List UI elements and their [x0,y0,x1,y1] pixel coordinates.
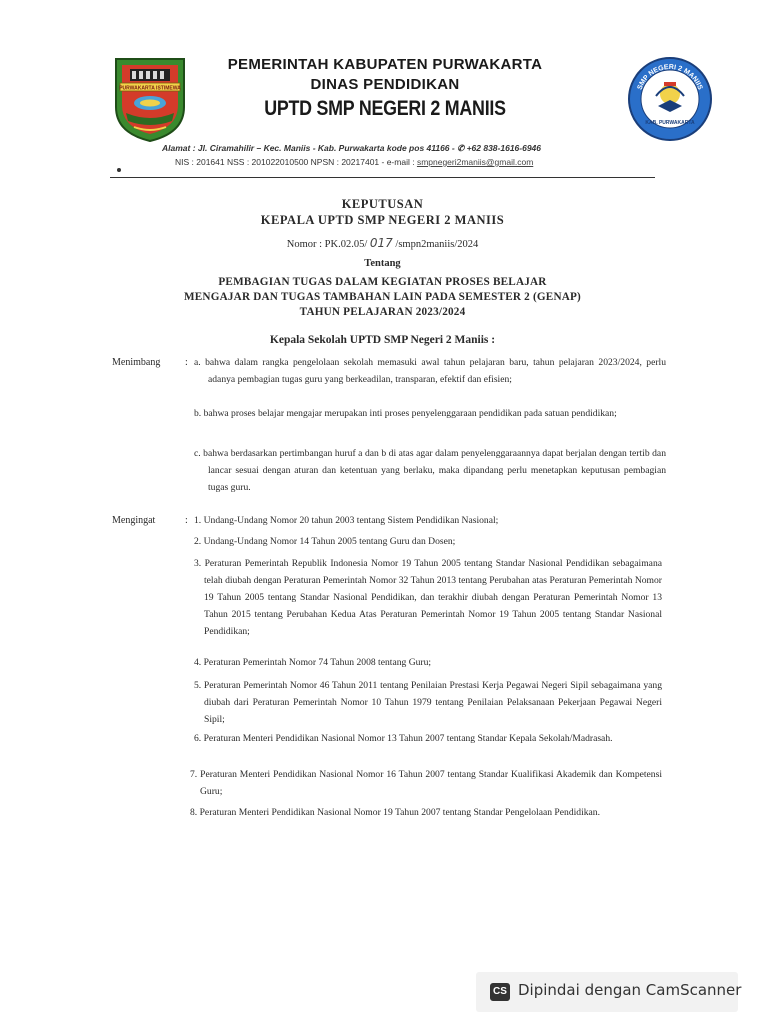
decree-subject-line2: MENGAJAR DAN TUGAS TAMBAHAN LAIN PADA SEMESTER 2 (GENAP) [184,291,581,303]
menimbang-colon: : [185,357,188,368]
decree-subject-line3: TAHUN PELAJARAN 2023/2024 [299,306,466,318]
mengingat-label: Mengingat [112,515,156,526]
mengingat-item-5: 5. Peraturan Pemerintah Nomor 46 Tahun 2011 tentang Penilaian Prestasi Kerja Pegawai Negeri Sipil sebagaimana yang diubah dari Peraturan Pemerintah Nomor 10 Tahun 1979 tentang Penilaian Pelaksanaan Pekerjaan Pegawai Negeri Sipil; [194,680,662,725]
decree-issuer: KEPALA UPTD SMP NEGERI 2 MANIIS [260,213,505,227]
mengingat-item-3: 3. Peraturan Pemerintah Republik Indonesia Nomor 19 Tahun 2005 tentang Standar Nasional Pendidikan sebagaimana telah diubah dengan Peraturan Pemerintah Nomor 32 Tahun 2013 tentang Perubahan atas Peraturan Pemerintah Nomor 19 Tahun 2005 tentang Standar Nasional Pendidikan, dan terakhir diubah dengan Peraturan Pemerintah Nomor 13 Tahun 2015 tentang Perubahan Kedua Atas Peraturan Pemerintah Nomor 19 Tahun 2005 tentang Standar Nasional Pendidikan; [194,558,662,637]
letterhead-school: UPTD SMP NEGERI 2 MANIIS [264,97,506,120]
menimbang-item-a: a. bahwa dalam rangka pengelolaan sekolah memasuki awal tahun pelajaran baru, tahun pelajaran 2023/2024, perlu adanya pembagian tugas guru yang berkeadilan, transparan, efektif dan efisien; [194,357,666,385]
school-emblem-logo [626,56,714,142]
mengingat-item-1: 1. Undang-Undang Nomor 20 tahun 2003 tentang Sistem Pendidikan Nasional; [194,515,499,526]
mengingat-item-2: 2. Undang-Undang Nomor 14 Tahun 2005 tentang Guru dan Dosen; [194,536,456,547]
crest-banner-text: PURWAKARTA ISTIMEWA [119,85,181,92]
letterhead-divider [110,177,655,178]
principal-heading: Kepala Sekolah UPTD SMP Negeri 2 Maniis : [269,334,496,346]
mengingat-item-4: 4. Peraturan Pemerintah Nomor 74 Tahun 2008 tentang Guru; [194,657,432,668]
menimbang-label: Menimbang [112,357,161,368]
letterhead-email-link[interactable]: smpnegeri2maniis@gmail.com [416,157,534,167]
camscanner-text: Dipindai dengan CamScanner [518,981,742,999]
menimbang-item-b: b. bahwa proses belajar mengajar merupakan inti proses penyelenggaraan pendidikan pada satuan pendidikan; [194,408,617,419]
decree-number-suffix: /smpn2maniis/2024 [392,239,479,250]
emblem-ring-text: SMP NEGERI 2 MANIIS [636,63,704,91]
decree-number-handwritten: 017 [369,236,393,250]
decree-subject-line1: PEMBAGIAN TUGAS DALAM KEGIATAN PROSES BELAJAR [218,276,547,288]
letterhead-ids-text: NIS : 201641 NSS : 201022010500 NPSN : 20217401 - e-mail : [175,157,417,167]
mengingat-item-6: 6. Peraturan Menteri Pendidikan Nasional Nomor 13 Tahun 2007 tentang Standar Kepala Sekolah/Madrasah. [194,733,613,744]
letterhead-ids [175,157,595,167]
letterhead-government: PEMERINTAH KABUPATEN PURWAKARTA [227,56,543,73]
decree-number [110,236,655,250]
letterhead-department: DINAS PENDIDIKAN [310,76,460,93]
emblem-bottom-text: KAB. PURWAKARTA [645,120,695,126]
purwakarta-crest-logo [112,55,188,143]
mengingat-item-7: 7. Peraturan Menteri Pendidikan Nasional Nomor 16 Tahun 2007 tentang Standar Kualifikasi Akademik dan Kompetensi Guru; [190,769,662,797]
letterhead-address: Alamat : Jl. Ciramahilir – Kec. Maniis - Kab. Purwakarta kode pos 41166 - ✆ +62 838-1616-6946 [162,143,542,153]
decree-title: KEPUTUSAN [341,197,424,211]
mengingat-colon: : [185,515,188,526]
mengingat-item-8: 8. Peraturan Menteri Pendidikan Nasional Nomor 19 Tahun 2007 tentang Standar Pengelolaan Pendidikan. [190,807,600,818]
decree-about-label: Tentang [364,258,401,269]
menimbang-item-c: c. bahwa berdasarkan pertimbangan huruf a dan b di atas agar dalam penyelenggaraannya dapat berjalan dengan tertib dan lancar sesuai dengan aturan dan ketentuan yang berlaku, maka dipandang perlu menetapkan keputusan pembagian tugas guru. [194,448,666,493]
bullet-dot [117,168,121,172]
camscanner-watermark [476,972,742,1012]
camscanner-icon: CS [490,983,510,1001]
decree-number-prefix: Nomor : PK.02.05/ [286,239,370,250]
